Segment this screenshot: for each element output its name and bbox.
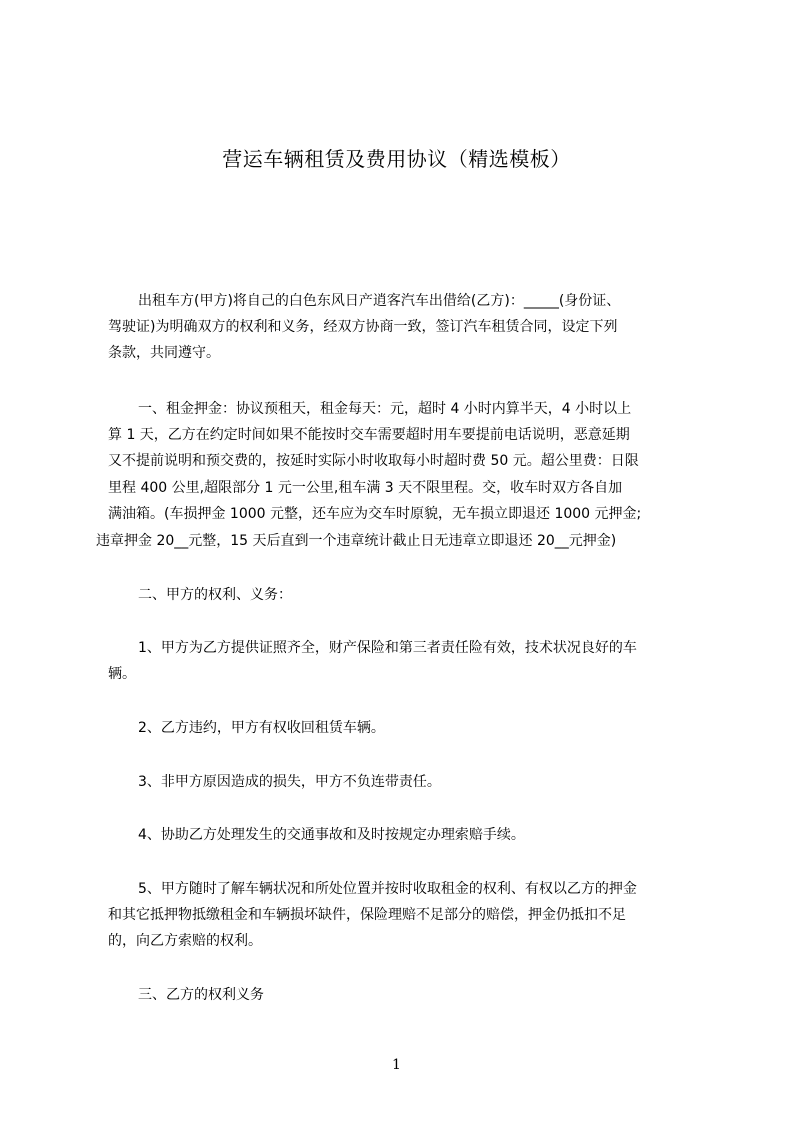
- paragraph-intro-line-2: 驾驶证)为明确双方的权利和义务，经双方协商一致，签订汽车租赁合同，设定下列: [108, 319, 618, 335]
- section-1-line-1: 一、租金押金：协议预租天，租金每天：元，超时 4 小时内算半天，4 小时以上: [138, 401, 632, 417]
- section-1-line-4: 里程 400 公里,超限部分 1 元一公里,租车满 3 天不限里程。交，收车时双方各自加: [108, 480, 623, 496]
- section-3-heading: 三、乙方的权利义务: [138, 987, 264, 1003]
- section-2-heading: 二、甲方的权利、义务：: [138, 587, 292, 603]
- paragraph-intro-line-1: 出租车方(甲方)将自己的白色东风日产逍客汽车出借给(乙方)：_____(身份证、: [138, 293, 621, 309]
- item-5-line-2: 和其它抵押物抵缴租金和车辆损坏缺件，保险理赔不足部分的赔偿，押金仍抵扣不足: [108, 907, 626, 923]
- item-1-line-1: 1、甲方为乙方提供证照齐全，财产保险和第三者责任险有效，技术状况良好的车: [138, 640, 637, 656]
- paragraph-intro-line-3: 条款，共同遵守。: [108, 345, 220, 361]
- item-1-line-2: 辆。: [108, 666, 136, 682]
- item-2: 2、乙方违约，甲方有权收回租赁车辆。: [138, 720, 385, 736]
- section-1-line-5: 满油箱。(车损押金 1000 元整，还车应为交车时原貌，无车损立即退还 1000 元押金;: [108, 506, 642, 522]
- item-3: 3、非甲方原因造成的损失，甲方不负连带责任。: [138, 774, 441, 790]
- section-1-line-3: 又不提前说明和预交费的，按延时实际小时收取每小时超时费 50 元。超公里费：日限: [108, 453, 639, 469]
- item-4: 4、协助乙方处理发生的交通事故和及时按规定办理索赔手续。: [138, 827, 525, 843]
- item-5-line-3: 的，向乙方索赔的权利。: [108, 933, 262, 949]
- section-1-line-6: 违章押金 20__元整，15 天后直到一个违章统计截止日无违章立即退还 20__元押金): [96, 533, 617, 549]
- document-title: 营运车辆租赁及费用协议（精选模板）: [222, 147, 571, 171]
- section-1-line-2: 算 1 天，乙方在约定时间如果不能按时交车需要超时用车要提前电话说明，恶意延期: [108, 427, 630, 443]
- page-number: 1: [392, 1057, 401, 1073]
- item-5-line-1: 5、甲方随时了解车辆状况和所处位置并按时收取租金的权利、有权以乙方的押金: [138, 881, 637, 897]
